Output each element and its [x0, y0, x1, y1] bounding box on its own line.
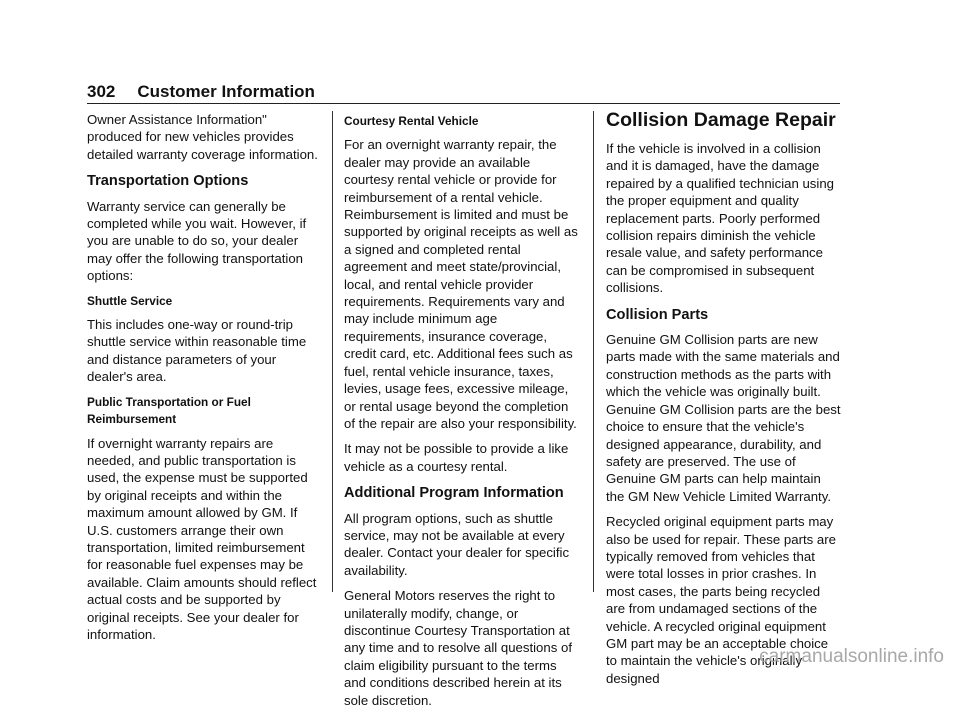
page-header: [87, 82, 315, 102]
additional-paragraph-1: All program options, such as shuttle service, may not be available at every dealer. Contact your dealer for specific availability.: [344, 510, 570, 578]
courtesy-heading: Courtesy Rental Vehicle: [344, 114, 479, 128]
collision-parts-paragraph-2: Recycled original equipment parts may also be used for repair. These parts are typically removed from vehicles that were total losses in prior crashes. In most cases, the parts being recycled are from undamaged sections of the vehicle. A recycled original equipment GM part may be an acceptable choice to maintain the vehicle's originally designed: [606, 514, 836, 686]
section-title: Customer Information: [137, 82, 315, 101]
header-rule: [87, 103, 840, 104]
courtesy-paragraph-2: It may not be possible to provide a like vehicle as a courtesy rental.: [344, 441, 569, 474]
public-transport-paragraph: If overnight warranty repairs are needed, and public transportation is used, the expense must be supported by original receipts and within the maximum amount allowed by GM. If U.S. customers arrange their own transportation, limited reimbursement for reasonable fuel expenses may be available. Claim amounts should reflect actual costs and be supported by original receipts. See your dealer for information.: [87, 435, 317, 642]
courtesy-paragraph-1: For an overnight warranty repair, the dealer may provide an available courtesy rental vehicle or provide for reimbursement of a rental vehicle. Reimbursement is limited and must be supported by original receipts as well as a signed and completed rental agreement and meet state/provincial, local, and rental vehicle provider requirements. Requirements vary and may include minimum age requirements, insurance coverage, credit card, etc. Additional fees such as fuel, rental vehicle insurance, taxes, levies, usage fees, excessive mileage, or rental usage beyond the completion of the repair are also your responsibility.: [344, 137, 578, 431]
column-divider-2: [593, 111, 594, 592]
collision-parts-heading: Collision Parts: [606, 306, 709, 323]
collision-paragraph: If the vehicle is involved in a collision and it is damaged, have the damage repaired by a qualified technician using the proper equipment and quality replacement parts. Poorly performed collision repairs diminish the vehicle resale value, and safety performance can be compromised in subsequent collisions.: [606, 141, 834, 296]
shuttle-paragraph: This includes one-way or round-trip shuttle service within reasonable time and distance parameters of your dealer's area.: [87, 317, 307, 385]
column-right: [606, 111, 842, 695]
public-transport-heading: Public Transportation or Fuel Reimbursement: [87, 394, 251, 427]
collision-parts-paragraph-1: Genuine GM Collision parts are new parts made with the same materials and construction methods as the parts with which the vehicle was originally built. Genuine GM Collision parts are the best choice to ensure that the vehicle's designed appearance, durability, and safety are preserved. The use of Genuine GM parts can help maintain the GM New Vehicle Limited Warranty.: [606, 332, 841, 504]
collision-heading: Collision Damage Repair: [606, 109, 836, 131]
column-divider-1: [332, 111, 333, 592]
transport-paragraph: Warranty service can generally be completed while you wait. However, if you are unable to do so, your dealer may offer the following transportation options:: [87, 198, 307, 284]
shuttle-heading: Shuttle Service: [87, 293, 173, 308]
watermark-link[interactable]: carmanualsonline.info: [759, 646, 944, 667]
column-left: [87, 111, 319, 651]
additional-heading: Additional Program Information: [344, 485, 564, 502]
column-middle: [344, 111, 580, 717]
additional-paragraph-2: General Motors reserves the right to unilaterally modify, change, or discontinue Courtesy Transportation at any time and to resolve all questions of claim eligibility pursuant to the terms and conditions described herein at its sole discretion.: [344, 588, 572, 708]
transport-heading: Transportation Options: [87, 173, 249, 190]
intro-paragraph: Owner Assistance Information" produced for new vehicles provides detailed warranty coverage information.: [87, 112, 318, 162]
page-number: 302: [87, 82, 116, 101]
